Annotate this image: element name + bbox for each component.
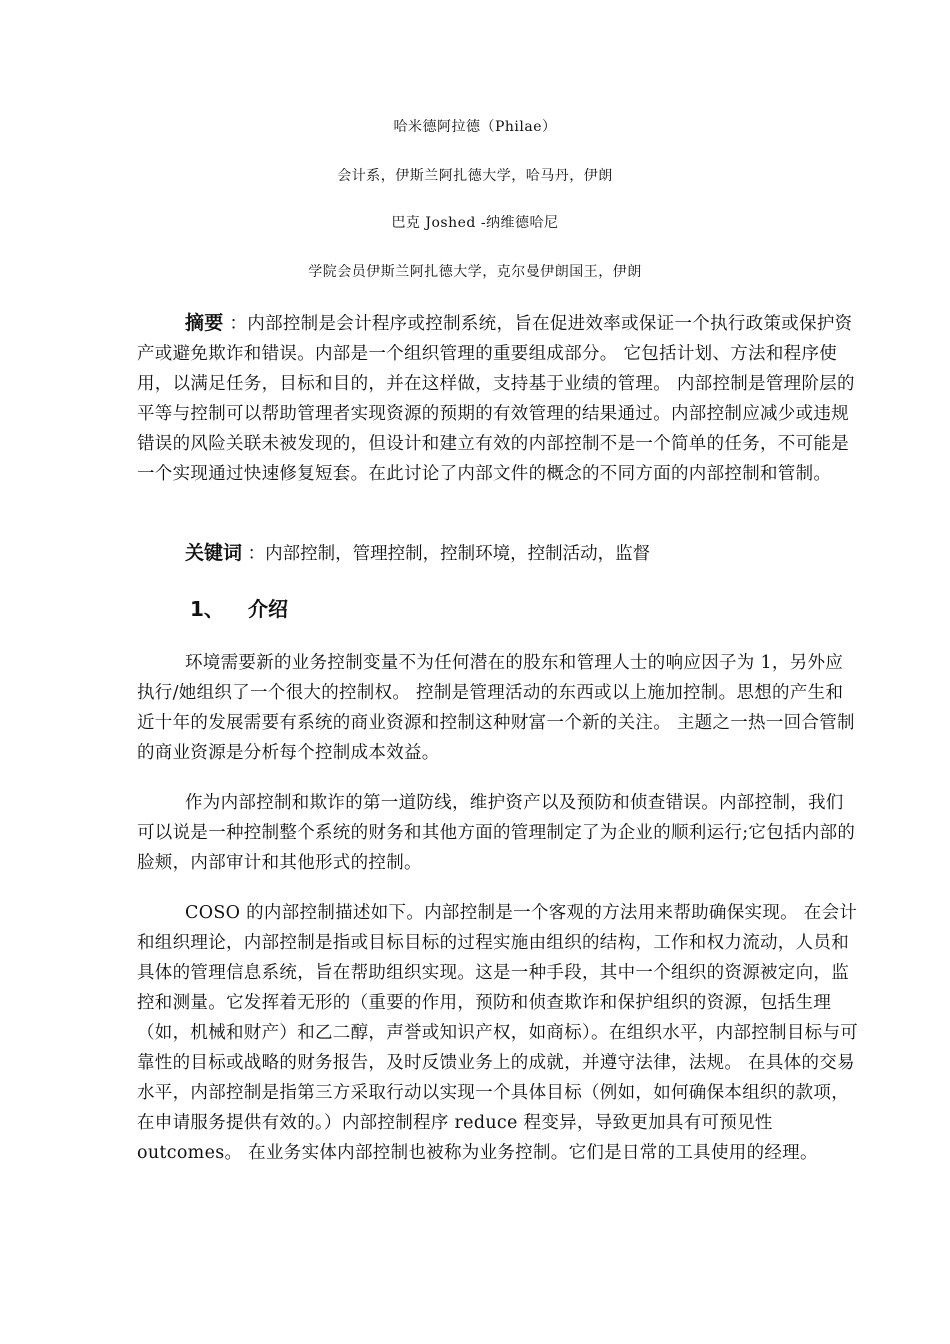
body-paragraph-2: 作为内部控制和欺诈的第一道防线，维护资产以及预防和侦查错误。内部控制，我们可以说是一种控制整个系统的财务和其他方面的管理制定了为企业的顺利运行;它包括内部的脸颊，内部审计和其他形式的控制。 xyxy=(137,793,856,873)
body-paragraph-3: COSO 的内部控制描述如下。内部控制是一个客观的方法用来帮助确保实现。 在会计和组织理论，内部控制是指或目标目标的过程实施由组织的结构，工作和权力流动，人员和具体的管理信息系统，旨在帮助组织实现。这是一种手段，其中一个组织的资源被定向，监控和测量。它发挥着无形的（重要的作用，预防和侦查欺诈和保护组织的资源，包括生理（如，机械和财产）和乙二醇，声誉或知识产权，如商标）。在组织水平，内部控制目标与可靠性的目标或战略的财务报告，及时反馈业务上的成就，并遵守法律，法规。 在具体的交易水平，内部控制是指第三方采取行动以实现一个具体目标（例如，如何确保本组织的款项，在申请服务提供有效的。）内部控制程序 reduce 程变异，导致更加具有可预见性 outcomes。 在业务实体内部控制也被称为业务控制。它们是日常的工具使用的经理。 xyxy=(137,903,859,1163)
body-paragraph-1: 环境需要新的业务控制变量不为任何潜在的股东和管理人士的响应因子为 1，另外应执行/她组织了一个很大的控制权。 控制是管理活动的东西或以上施加控制。思想的产生和近十年的发展需要有系统的商业资源和控制这种财富一个新的关注。 主题之一热一回合管制的商业资源是分析每个控制成本效益。 xyxy=(137,653,855,763)
keywords-label: 关键词 xyxy=(185,542,243,564)
author-name-1: 哈米德阿拉德（Philae） xyxy=(393,119,557,135)
section-title: 介绍 xyxy=(248,597,288,621)
section-heading xyxy=(190,593,288,622)
section-number: 1、 xyxy=(190,597,224,621)
abstract-label: 摘要 xyxy=(185,312,224,334)
keywords-separator: ： xyxy=(242,544,266,564)
author-affiliation-1: 会计系，伊斯兰阿扎德大学，哈马丹，伊朗 xyxy=(337,168,613,184)
author-affiliation-2: 学院会员伊斯兰阿扎德大学，克尔曼伊朗国王，伊朗 xyxy=(308,264,642,280)
abstract xyxy=(137,308,859,489)
keywords-text: 内部控制，管理控制，控制环境，控制活动，监督 xyxy=(265,544,651,564)
author-name-2: 巴克 Joshed -纳维德哈尼 xyxy=(391,215,559,231)
abstract-separator: ： xyxy=(223,314,248,334)
abstract-text: 内部控制是会计程序或控制系统，旨在促进效率或保证一个执行政策或保护资产或避免欺诈和错误。内部是一个组织管理的重要组成部分。 它包括计划、方法和程序使用，以满足任务，目标和目的，并在这样做，支持基于业绩的管理。 内部控制是管理阶层的平等与控制可以帮助管理者实现资源的预期的有效管理的结果通过。内部控制应减少或违规错误的风险关联未被发现的，但设计和建立有效的内部控制不是一个简单的任务，不可能是一个实现通过快速修复短套。在此讨论了内部文件的概念的不同方面的内部控制和管制。 xyxy=(137,314,855,484)
keywords xyxy=(185,538,650,565)
